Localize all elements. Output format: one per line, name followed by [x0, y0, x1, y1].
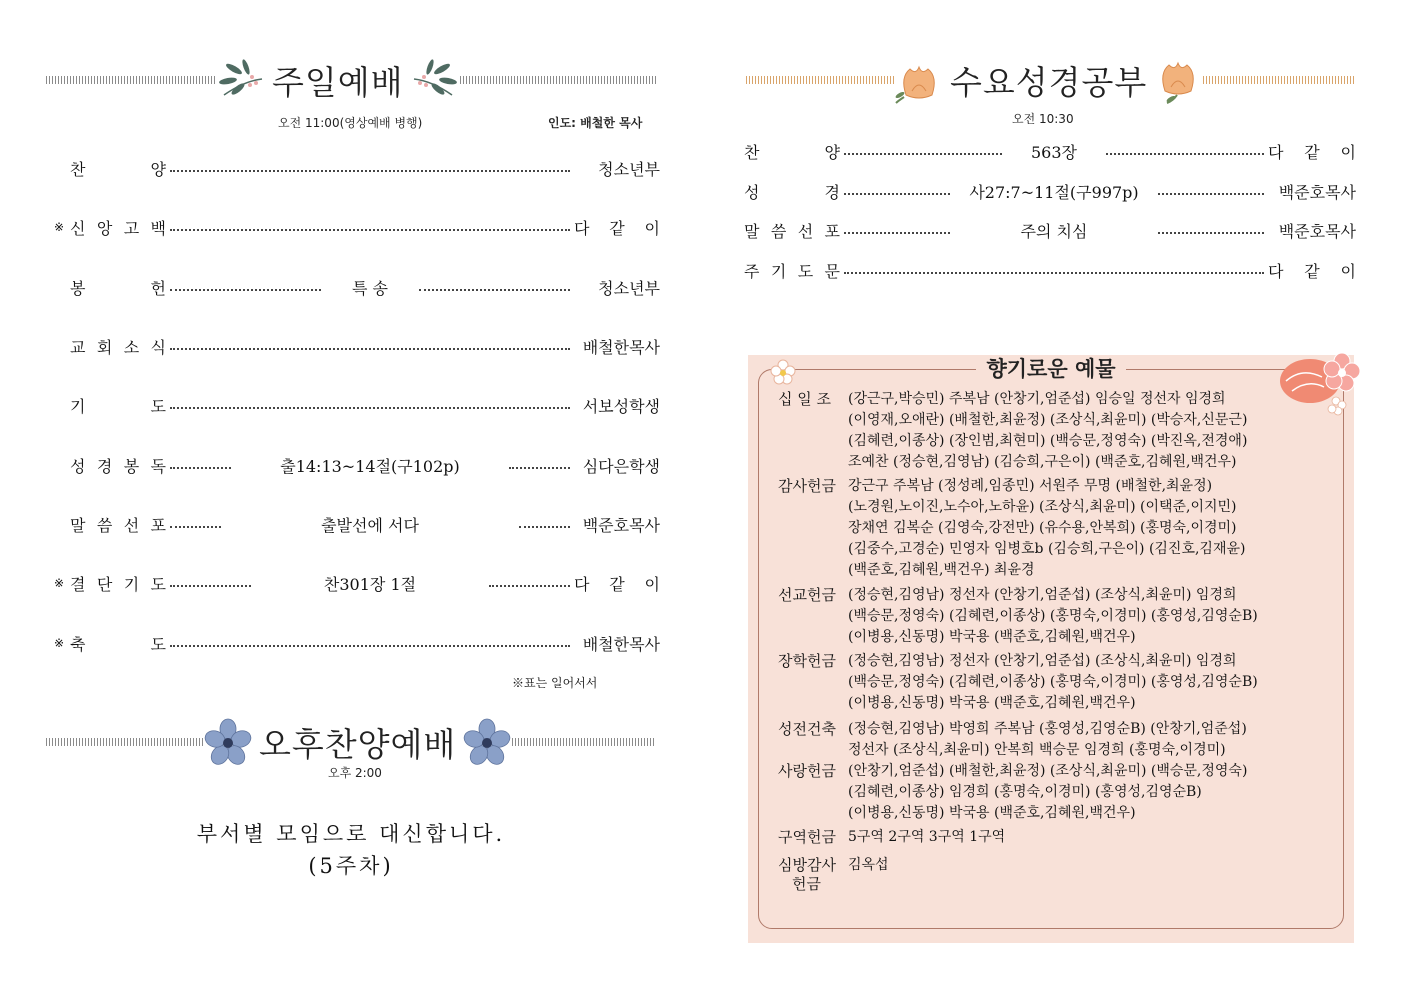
- leader-dots: [844, 232, 950, 234]
- sunday-order-row: [54, 216, 660, 238]
- offering-donors: [848, 585, 1258, 648]
- label-char: 이: [644, 574, 660, 594]
- afternoon-message: [46, 818, 656, 882]
- offering-label: [778, 651, 848, 714]
- donor-line: (백준호,김혜원,백건우) 최윤경: [848, 562, 1035, 578]
- leader-dots: [170, 645, 570, 647]
- order-person: 배철한목사: [582, 634, 660, 654]
- order-detail: 사27:7~11절(구997p): [969, 182, 1139, 202]
- order-person: 서보성학생: [582, 396, 660, 416]
- offering-label: [778, 585, 848, 648]
- donor-line: (김혜련,이종상) 임경희 (홍명숙,이경미) (홍영성,김영순B): [848, 784, 1202, 800]
- label-char: 식: [150, 337, 166, 357]
- offering-label-text: 장학헌금: [778, 652, 836, 670]
- leader-dots: [170, 229, 570, 231]
- offering-donors: [848, 827, 1005, 848]
- sunday-title: 주일예배: [272, 62, 404, 102]
- offering-label: [778, 476, 848, 581]
- leader-dots: [844, 272, 1264, 274]
- offering-label: [778, 761, 848, 824]
- offering-label: [778, 855, 848, 892]
- order-person: 백준호목사: [1278, 221, 1356, 241]
- offering-item: [778, 585, 1258, 648]
- donor-line: 5구역 2구역 3구역 1구역: [848, 829, 1006, 845]
- order-label: [744, 259, 840, 282]
- offering-label: [778, 719, 848, 761]
- label-char: 다: [1268, 142, 1284, 162]
- order-label: [744, 180, 840, 203]
- header-rule: [1203, 76, 1354, 84]
- orange-flower-icon: [1153, 55, 1203, 105]
- label-char: 결: [70, 574, 86, 594]
- wednesday-title: 수요성경공부: [950, 62, 1148, 102]
- orange-flower-icon: [894, 55, 944, 105]
- leader-dots: [170, 526, 221, 528]
- header-rule: [512, 738, 656, 746]
- wednesday-header: [746, 54, 1354, 106]
- donor-line: (김중수,고경순) 민영자 임병호b (김승희,구은이) (김진호,김재윤): [848, 541, 1246, 557]
- label-char: 같: [609, 218, 625, 238]
- label-char: 신: [70, 218, 86, 238]
- sunday-order-row: [54, 157, 660, 179]
- offering-label-text2: 헌금: [792, 875, 821, 893]
- leader-dots: [844, 153, 1002, 155]
- donor-line: (이영재,오애란) (배철한,최윤정) (조상식,최윤미) (박승자,신문근): [848, 412, 1248, 428]
- label-char: 교: [70, 337, 86, 357]
- label-char: 같: [609, 574, 625, 594]
- wednesday-order-row: [744, 259, 1356, 281]
- sunday-time: 오전 11:00(영상예배 병행): [278, 116, 423, 130]
- sunday-order-row: [54, 335, 660, 357]
- leaf-branch-icon: [410, 55, 460, 105]
- offering-label-text: 심방감사: [778, 856, 836, 874]
- offering-donors: [848, 651, 1258, 714]
- label-char: 이: [644, 218, 660, 238]
- order-label: [70, 632, 166, 655]
- sunday-leader: 인도: 배철한 목사: [548, 116, 643, 130]
- header-rule: [460, 76, 656, 84]
- donor-line: (강근구,박승민) 주복남 (안창기,엄준섭) 임승일 정선자 임경희: [848, 391, 1226, 407]
- leader-dots: [170, 170, 570, 172]
- label-char: 도: [150, 574, 166, 594]
- donor-line: 김옥섭: [848, 857, 889, 873]
- leader-dots: [509, 467, 570, 469]
- label-char: 이: [1340, 142, 1356, 162]
- donor-line: (백승문,정영숙) (김혜련,이종상) (홍명숙,이경미) (홍영성,김영순B): [848, 608, 1258, 624]
- offering-item: [778, 651, 1258, 714]
- offering-label-text: 구역헌금: [778, 828, 836, 846]
- sunday-order-row: [54, 454, 660, 476]
- label-char: 기: [70, 396, 86, 416]
- order-label: [744, 219, 840, 242]
- offerings-title: [748, 353, 1354, 383]
- leaf-branch-icon: [216, 55, 266, 105]
- offering-item: [778, 827, 1005, 848]
- label-char: 다: [1268, 261, 1284, 281]
- donor-line: (이병용,신동명) 박국용 (백준호,김혜원,백건우): [848, 695, 1136, 711]
- wednesday-order-row: [744, 219, 1356, 241]
- order-label: [744, 140, 840, 163]
- label-char: 앙: [96, 218, 113, 238]
- label-char: 헌: [150, 278, 166, 298]
- wednesday-order-row: [744, 140, 1356, 162]
- afternoon-header: [46, 716, 656, 768]
- label-char: 고: [123, 218, 140, 238]
- sunday-header: [46, 54, 656, 106]
- order-detail: 출14:13~14절(구102p): [280, 456, 460, 476]
- order-detail: 찬301장 1절: [323, 574, 417, 594]
- offering-item: [778, 389, 1247, 473]
- donor-line: (이병용,신동명) 박국용 (백준호,김혜원,백건우): [848, 805, 1136, 821]
- order-detail: 주의 치심: [1020, 221, 1088, 241]
- sunday-order-row: [54, 394, 660, 416]
- offering-donors: [848, 476, 1245, 581]
- offering-label-text: 감사헌금: [778, 477, 836, 495]
- label-char: 경: [96, 456, 113, 476]
- label-char: 씀: [96, 515, 113, 535]
- label-char: 선: [123, 515, 140, 535]
- leader-dots: [419, 289, 570, 291]
- label-char: 같: [1304, 142, 1320, 162]
- label-char: 말: [744, 221, 760, 241]
- blue-flower-icon: [203, 717, 253, 767]
- donor-line: 강근구 주복남 (정성례,임종민) 서원주 무명 (배철한,최윤정): [848, 478, 1213, 494]
- order-label: [70, 216, 166, 239]
- donor-line: (정승현,김영남) 정선자 (안창기,엄준섭) (조상식,최윤미) 임경희: [848, 653, 1237, 669]
- standing-mark: ※: [54, 636, 65, 650]
- label-char: 도: [150, 634, 166, 654]
- standing-mark: ※: [54, 576, 65, 590]
- order-label: [70, 394, 166, 417]
- donor-line: 조예찬 (정승현,김영남) (김승희,구은이) (백준호,김혜원,백건우): [848, 454, 1237, 470]
- donor-line: (안창기,엄준섭) (배철한,최윤정) (조상식,최윤미) (백승문,정영숙): [848, 763, 1248, 779]
- offering-label-text: 성전건축: [778, 720, 836, 738]
- label-char: 말: [70, 515, 86, 535]
- label-char: 주: [744, 261, 760, 281]
- order-person: 백준호목사: [582, 515, 660, 535]
- afternoon-time: 오후 2:00: [328, 766, 382, 780]
- order-detail: 특 송: [352, 278, 388, 298]
- label-char: 포: [150, 515, 166, 535]
- leader-dots: [844, 193, 950, 195]
- label-char: 찬: [744, 142, 760, 162]
- label-char: 소: [123, 337, 140, 357]
- label-char: 찬: [70, 159, 86, 179]
- order-label: [70, 513, 166, 536]
- label-char: 도: [797, 261, 814, 281]
- order-person: [574, 216, 660, 239]
- label-char: 양: [824, 142, 840, 162]
- order-person: 청소년부: [598, 278, 660, 298]
- standing-note: ※표는 일어서서: [512, 676, 598, 690]
- leader-dots: [170, 348, 570, 350]
- leader-dots: [170, 289, 321, 291]
- leader-dots: [519, 526, 570, 528]
- donor-line: (정승현,김영남) 정선자 (안창기,엄준섭) (조상식,최윤미) 임경희: [848, 587, 1237, 603]
- offering-label-text: 사랑헌금: [778, 762, 836, 780]
- label-char: 독: [150, 456, 166, 476]
- label-char: 봉: [70, 278, 86, 298]
- sunday-order-row: [54, 276, 660, 298]
- offering-label: [778, 827, 848, 848]
- sunday-order-row: [54, 632, 660, 654]
- order-label: [70, 335, 166, 358]
- order-person: 백준호목사: [1278, 182, 1356, 202]
- offering-label: [778, 389, 848, 473]
- label-char: 다: [574, 218, 590, 238]
- order-label: [70, 276, 166, 299]
- label-char: 문: [824, 261, 840, 281]
- label-char: 봉: [123, 456, 140, 476]
- offering-donors: [848, 719, 1247, 761]
- offering-item: [778, 855, 889, 892]
- offering-label-text: 선교헌금: [778, 586, 836, 604]
- order-detail: 563장: [1031, 142, 1077, 162]
- label-char: 축: [70, 634, 86, 654]
- label-char: 양: [150, 159, 166, 179]
- leader-dots: [170, 467, 231, 469]
- order-label: [70, 157, 166, 180]
- offerings-panel: [748, 355, 1354, 943]
- label-char: 같: [1304, 261, 1320, 281]
- order-person: [1268, 140, 1356, 163]
- leader-dots: [489, 585, 570, 587]
- offering-item: [778, 761, 1247, 824]
- blue-flower-icon: [462, 717, 512, 767]
- header-rule: [46, 738, 203, 746]
- offering-item: [778, 476, 1245, 581]
- offering-donors: [848, 389, 1247, 473]
- sunday-order-row: [54, 572, 660, 594]
- order-person: 청소년부: [598, 159, 660, 179]
- order-label: [70, 454, 166, 477]
- label-char: 경: [824, 182, 840, 202]
- label-char: 이: [1340, 261, 1356, 281]
- afternoon-title: 오후찬양예배: [259, 724, 457, 764]
- afternoon-message-line2: (5주차): [308, 854, 394, 878]
- offering-donors: [848, 855, 889, 892]
- label-char: 기: [123, 574, 140, 594]
- donor-line: (정승현,김영남) 박영희 주복남 (홍영성,김영순B) (안창기,엄준섭): [848, 721, 1247, 737]
- offering-label-text: 십 일 조: [778, 390, 832, 408]
- leader-dots: [1106, 153, 1264, 155]
- sunday-order-row: [54, 513, 660, 535]
- donor-line: 정선자 (조상식,최윤미) 안복희 백승문 임경희 (홍명숙,이경미): [848, 742, 1226, 758]
- label-char: 다: [574, 574, 590, 594]
- order-person: 배철한목사: [582, 337, 660, 357]
- label-char: 성: [70, 456, 86, 476]
- label-char: 기: [770, 261, 787, 281]
- afternoon-message-line1: 부서별 모임으로 대신합니다.: [196, 822, 506, 846]
- standing-mark: ※: [54, 220, 65, 234]
- offerings-title-text: 향기로운 예물: [976, 357, 1125, 381]
- label-char: 단: [96, 574, 113, 594]
- label-char: 선: [797, 221, 814, 241]
- label-char: 백: [150, 218, 166, 238]
- donor-line: 장채연 김복순 (김영숙,강전만) (유수용,안복희) (홍명숙,이경미): [848, 520, 1237, 536]
- leader-dots: [1158, 232, 1264, 234]
- donor-line: (노경원,노이진,노수아,노하윤) (조상식,최윤미) (이택준,이지민): [848, 499, 1237, 515]
- leader-dots: [170, 407, 570, 409]
- label-char: 포: [824, 221, 840, 241]
- header-rule: [46, 76, 216, 84]
- label-char: 씀: [770, 221, 787, 241]
- label-char: 회: [96, 337, 113, 357]
- leader-dots: [170, 585, 251, 587]
- donor-line: (백승문,정영숙) (김혜련,이종상) (홍명숙,이경미) (홍영성,김영순B): [848, 674, 1258, 690]
- order-person: 심다은학생: [582, 456, 660, 476]
- wednesday-time: 오전 10:30: [1012, 112, 1074, 126]
- label-char: 성: [744, 182, 760, 202]
- order-person: [1268, 259, 1356, 282]
- label-char: 도: [150, 396, 166, 416]
- donor-line: (이병용,신동명) 박국용 (백준호,김혜원,백건우): [848, 629, 1136, 645]
- header-rule: [746, 76, 894, 84]
- offering-item: [778, 719, 1247, 761]
- wednesday-order-row: [744, 180, 1356, 202]
- donor-line: (김혜련,이종상) (장인범,최현미) (백승문,정영숙) (박진옥,전경애): [848, 433, 1248, 449]
- leader-dots: [1158, 193, 1264, 195]
- offering-donors: [848, 761, 1247, 824]
- order-person: [574, 572, 660, 595]
- order-label: [70, 572, 166, 595]
- order-detail: 출발선에 서다: [321, 515, 419, 535]
